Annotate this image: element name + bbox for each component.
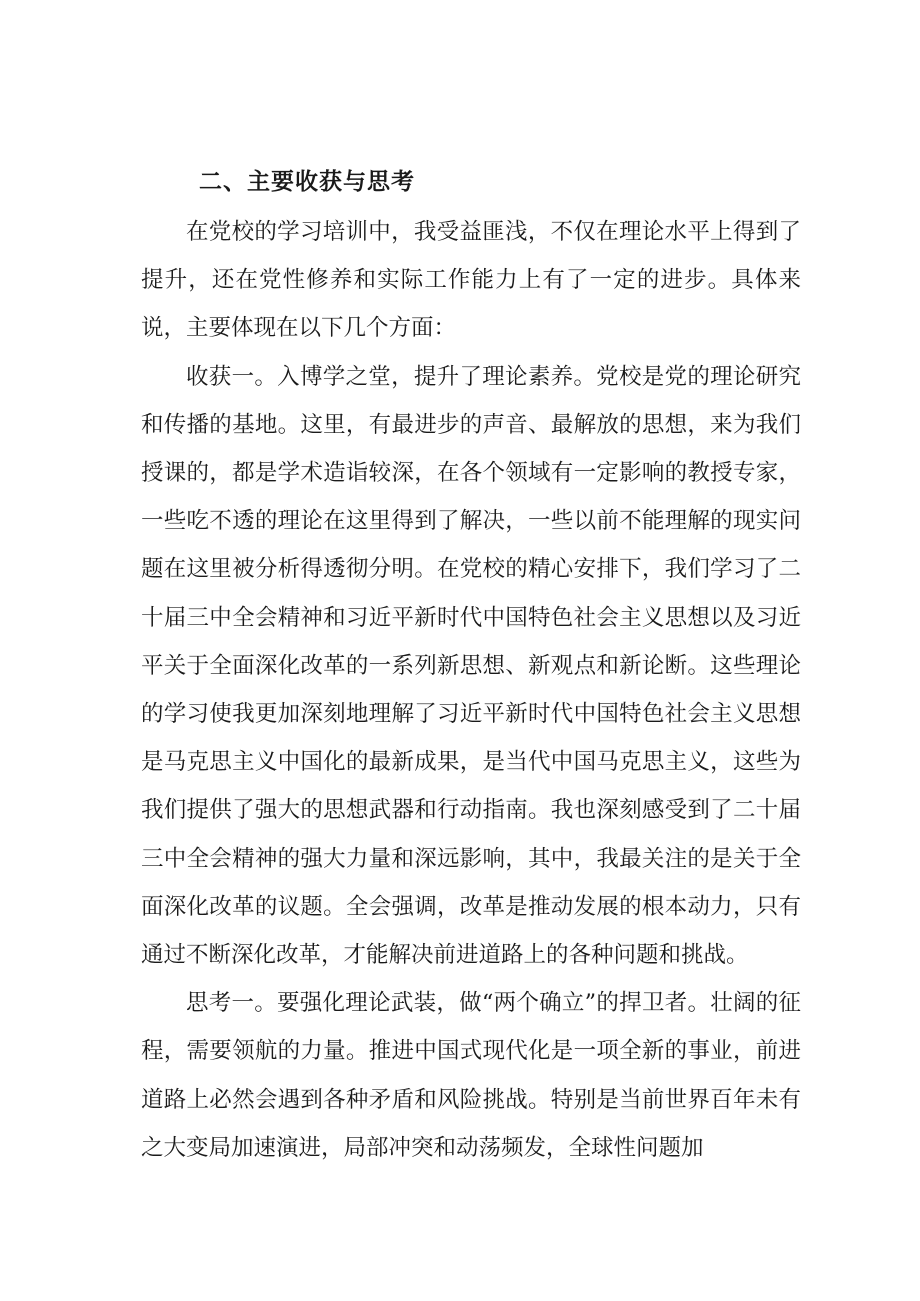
- document-body: [141, 162, 801, 1172]
- gain-one-paragraph: 收获一。入博学之堂，提升了理论素养。党校是党的理论研究和传播的基地。这里，有最进步的声音、最解放的思想，来为我们授课的，都是学术造诣较深，在各个领域有一定影响的教授专家，一些吃不透的理论在这里得到了解决，一些以前不能理解的现实问题在这里被分析得透彻分明。在党校的精心安排下，我们学习了二十届三中全会精神和习近平新时代中国特色社会主义思想以及习近平关于全面深化改革的一系列新思想、新观点和新论断。这些理论的学习使我更加深刻地理解了习近平新时代中国特色社会主义思想是马克思主义中国化的最新成果，是当代中国马克思主义，这些为我们提供了强大的思想武器和行动指南。我也深刻感受到了二十届三中全会精神的强大力量和深远影响，其中，我最关注的是关于全面深化改革的议题。全会强调，改革是推动发展的根本动力，只有通过不断深化改革，才能解决前进道路上的各种问题和挑战。: [141, 363, 801, 969]
- section-heading: 二、主要收获与思考: [199, 169, 415, 195]
- thought-one-paragraph: 思考一。要强化理论武装，做“两个确立”的捍卫者。壮阔的征程，需要领航的力量。推进中国式现代化是一项全新的事业，前进道路上必然会遇到各种矛盾和风险挑战。特别是当前世界百年未有之大变局加速演进，局部冲突和动荡频发，全球性问题加: [141, 990, 801, 1161]
- intro-paragraph: 在党校的学习培训中，我受益匪浅，不仅在理论水平上得到了提升，还在党性修养和实际工作能力上有了一定的进步。具体来说，主要体现在以下几个方面：: [141, 219, 801, 342]
